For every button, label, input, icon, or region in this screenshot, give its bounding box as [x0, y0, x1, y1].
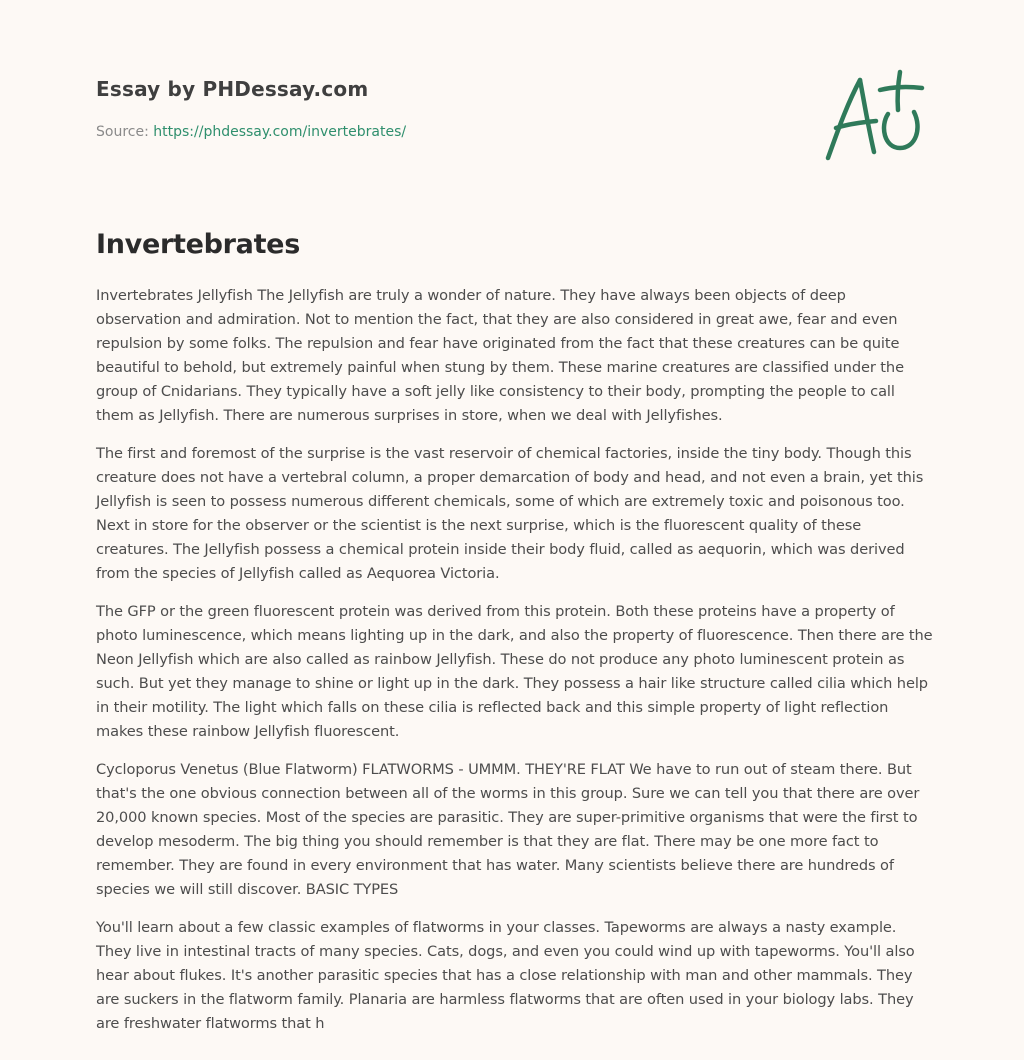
article-paragraph: Invertebrates Jellyfish The Jellyfish are truly a wonder of nature. They have always been objects of deep observation and admiration. Not to mention the fact, that they are also considered in great awe, fear and even repulsion by some folks. The repulsion and fear have originated from the fact that these creatures can be quite beautiful to behold, but extremely painful when stung by them. These marine creatures are classified under the group of Cnidarians. They typically have a soft jelly like consistency to their body, prompting the people to call them as Jellyfish. There are numerous surprises in store, when we deal with Jellyfishes. [96, 287, 904, 424]
article-paragraph: The GFP or the green fluorescent protein was derived from this protein. Both these proteins have a property of photo luminescence, which means lighting up in the dark, and also the property of fluorescence. Then there are the Neon Jellyfish which are also called as rainbow Jellyfish. These do not produce any photo luminescent protein as such. But yet they manage to shine or light up in the dark. They possess a hair like structure called cilia which help in their motility. The light which falls on these cilia is reflected back and this simple property of light reflection makes these rainbow Jellyfish fluorescent. [96, 603, 933, 740]
essay-header [96, 74, 796, 142]
article-paragraph: Cycloporus Venetus (Blue Flatworm) FLATWORMS - UMMM. THEY'RE FLAT We have to run out of steam there. But that's the one obvious connection between all of the worms in this group. Sure we can tell you that there are over 20,000 known species. Most of the species are parasitic. They are super-primitive organisms that were the first to develop mesoderm. The big thing you should remember is that they are flat. There may be one more fact to remember. They are found in every environment that has water. Many scientists believe there are hundreds of species we will still discover. BASIC TYPES [96, 761, 920, 898]
brand-title: Essay by PHDessay.com [96, 77, 369, 101]
source-line [96, 122, 796, 142]
article-body [96, 284, 934, 1050]
article-paragraph: The first and foremost of the surprise is the vast reservoir of chemical factories, inside the tiny body. Though this creature does not have a vertebral column, a proper demarcation of body and head, and not even a brain, yet this Jellyfish is seen to possess numerous different chemicals, some of which are extremely toxic and poisonous too. Next in store for the observer or the scientist is the next surprise, which is the fluorescent quality of these creatures. The Jellyfish possess a chemical protein inside their body fluid, called as aequorin, which was derived from the species of Jellyfish called as Aequorea Victoria. [96, 445, 924, 582]
a-plus-logo-icon [818, 66, 930, 166]
source-link[interactable]: https://phdessay.com/invertebrates/ [153, 124, 407, 140]
article-paragraph: You'll learn about a few classic examples of flatworms in your classes. Tapeworms are always a nasty example. They live in intestinal tracts of many species. Cats, dogs, and even you could wind up with tapeworms. You'll also hear about flukes. It's another parasitic species that has a close relationship with man and other mammals. They are suckers in the flatworm family. Planaria are harmless flatworms that are often used in your biology labs. They are freshwater flatworms that h [96, 919, 915, 1032]
article-title: Invertebrates [96, 229, 300, 260]
source-label: Source: [96, 124, 149, 140]
